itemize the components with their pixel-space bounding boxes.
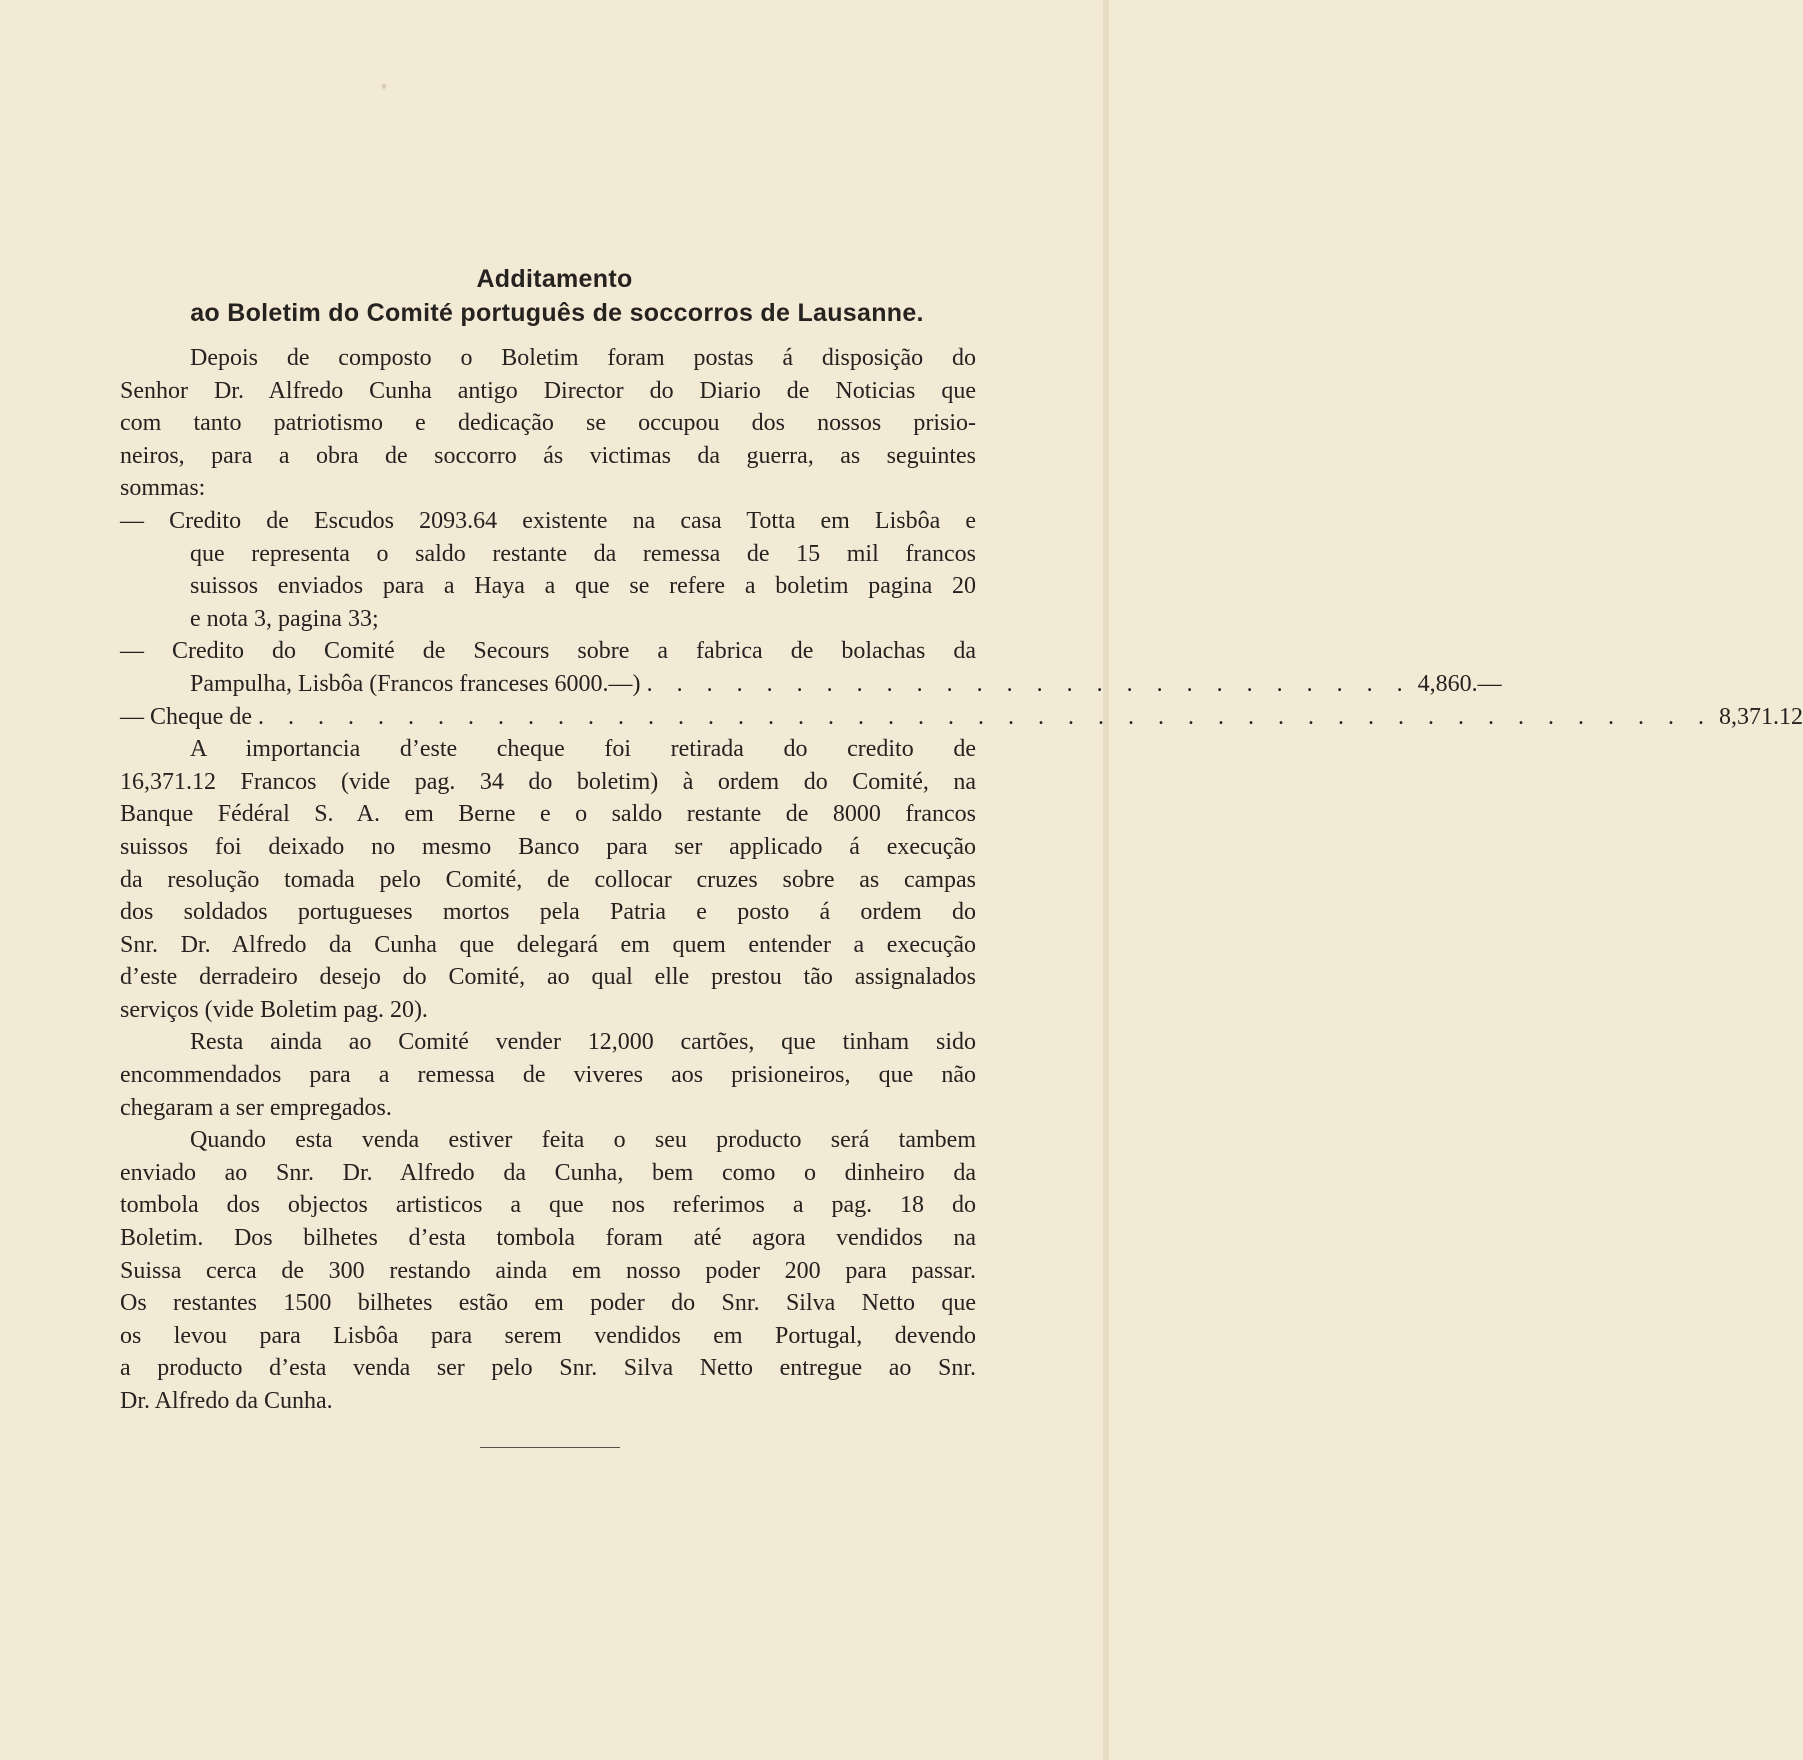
text-line: a producto d’esta venda ser pelo Snr. Silva Netto entregue ao Snr.: [120, 1355, 976, 1382]
text-line: que representa o saldo restante da remessa de 15 mil francos: [190, 540, 976, 567]
text-line: Quando esta venda estiver feita o seu producto será tambem: [190, 1127, 976, 1154]
paper-speck: [382, 84, 386, 89]
amount-value: 4,860.—: [1417, 670, 1502, 697]
cheque-note-paragraph: [120, 733, 976, 1026]
text-line: suissos foi deixado no mesmo Banco para ser applicado á execução: [120, 833, 976, 860]
closing-rule: [480, 1447, 620, 1448]
text-line: Suissa cerca de 300 restando ainda em nosso poder 200 para passar.: [120, 1257, 976, 1284]
amount-description: Pampulha, Lisbôa (Francos franceses 6000.—): [190, 670, 641, 697]
text-line: 16,371.12 Francos (vide pag. 34 do boletim) à ordem do Comité, na: [120, 768, 976, 795]
list-item-cheque: [120, 701, 1803, 734]
text-line: Os restantes 1500 bilhetes estão em poder do Snr. Silva Netto que: [120, 1290, 976, 1317]
tombola-paragraph: [120, 1124, 976, 1417]
list-item-credito-escudos: [120, 505, 976, 635]
text-line: Depois de composto o Boletim foram postas á disposição do: [190, 345, 976, 371]
text-line: com tanto patriotismo e dedicação se occupou dos nossos prisio-: [120, 410, 976, 437]
list-item-credito-comite: [120, 635, 1502, 700]
amount-description: — Cheque de: [120, 703, 252, 730]
text-line: enviado ao Snr. Dr. Alfredo da Cunha, bem como o dinheiro da: [120, 1159, 976, 1186]
text-line: encommendados para a remessa de viveres aos prisioneiros, que não: [120, 1062, 976, 1089]
text-line: chegaram a ser empregados.: [120, 1094, 392, 1121]
cartoes-paragraph: [120, 1026, 976, 1124]
page-title: Additamento: [476, 265, 633, 293]
text-line: A importancia d’este cheque foi retirada do credito de: [190, 736, 976, 763]
text-line: suissos enviados para a Haya a que se refere a boletim pagina 20: [190, 573, 976, 600]
text-line: Dr. Alfredo da Cunha.: [120, 1388, 333, 1414]
text-line: os levou para Lisbôa para serem vendidos em Portugal, devendo: [120, 1322, 976, 1349]
text-line: sommas:: [120, 475, 206, 502]
text-line: neiros, para a obra de soccorro ás victimas da guerra, as seguintes: [120, 442, 976, 469]
page-subtitle: ao Boletim do Comité português de soccorros de Lausanne.: [190, 299, 924, 327]
text-line: Resta ainda ao Comité vender 12,000 cartões, que tinham sido: [190, 1029, 976, 1056]
text-line: Snr. Dr. Alfredo da Cunha que delegará em quem entender a execução: [120, 931, 976, 958]
intro-paragraph: [120, 342, 976, 505]
text-line: — Credito de Escudos 2093.64 existente na casa Totta em Lisbôa e: [120, 507, 976, 534]
text-line: tombola dos objectos artisticos a que nos referimos a pag. 18 do: [120, 1192, 976, 1219]
dot-leader: . . . . . . . . . . . . . . . . . . . . . . . . . .: [646, 670, 1412, 697]
amount-line: [120, 701, 1803, 734]
text-line: Senhor Dr. Alfredo Cunha antigo Director do Diario de Noticias que: [120, 377, 976, 404]
dot-leader: . . . . . . . . . . . . . . . . . . . . . . . . . . . . . . . . . . . . . . . . . . . . . . . . .: [257, 703, 1713, 730]
text-line: serviços (vide Boletim pag. 20).: [120, 996, 428, 1023]
text-line: Boletim. Dos bilhetes d’esta tombola foram até agora vendidos na: [120, 1225, 976, 1252]
document-body: [120, 342, 1803, 1418]
amount-value: 8,371.12: [1718, 703, 1803, 730]
text-line: — Credito do Comité de Secours sobre a fabrica de bolachas da: [120, 638, 976, 665]
text-line: dos soldados portugueses mortos pela Patria e posto á ordem do: [120, 899, 976, 926]
text-line: d’este derradeiro desejo do Comité, ao qual elle prestou tão assignalados: [120, 964, 976, 991]
text-line: da resolução tomada pelo Comité, de collocar cruzes sobre as campas: [120, 866, 976, 893]
text-line: Banque Fédéral S. A. em Berne e o saldo restante de 8000 francos: [120, 801, 976, 828]
amount-line: [120, 668, 1502, 701]
text-line: e nota 3, pagina 33;: [190, 605, 379, 632]
